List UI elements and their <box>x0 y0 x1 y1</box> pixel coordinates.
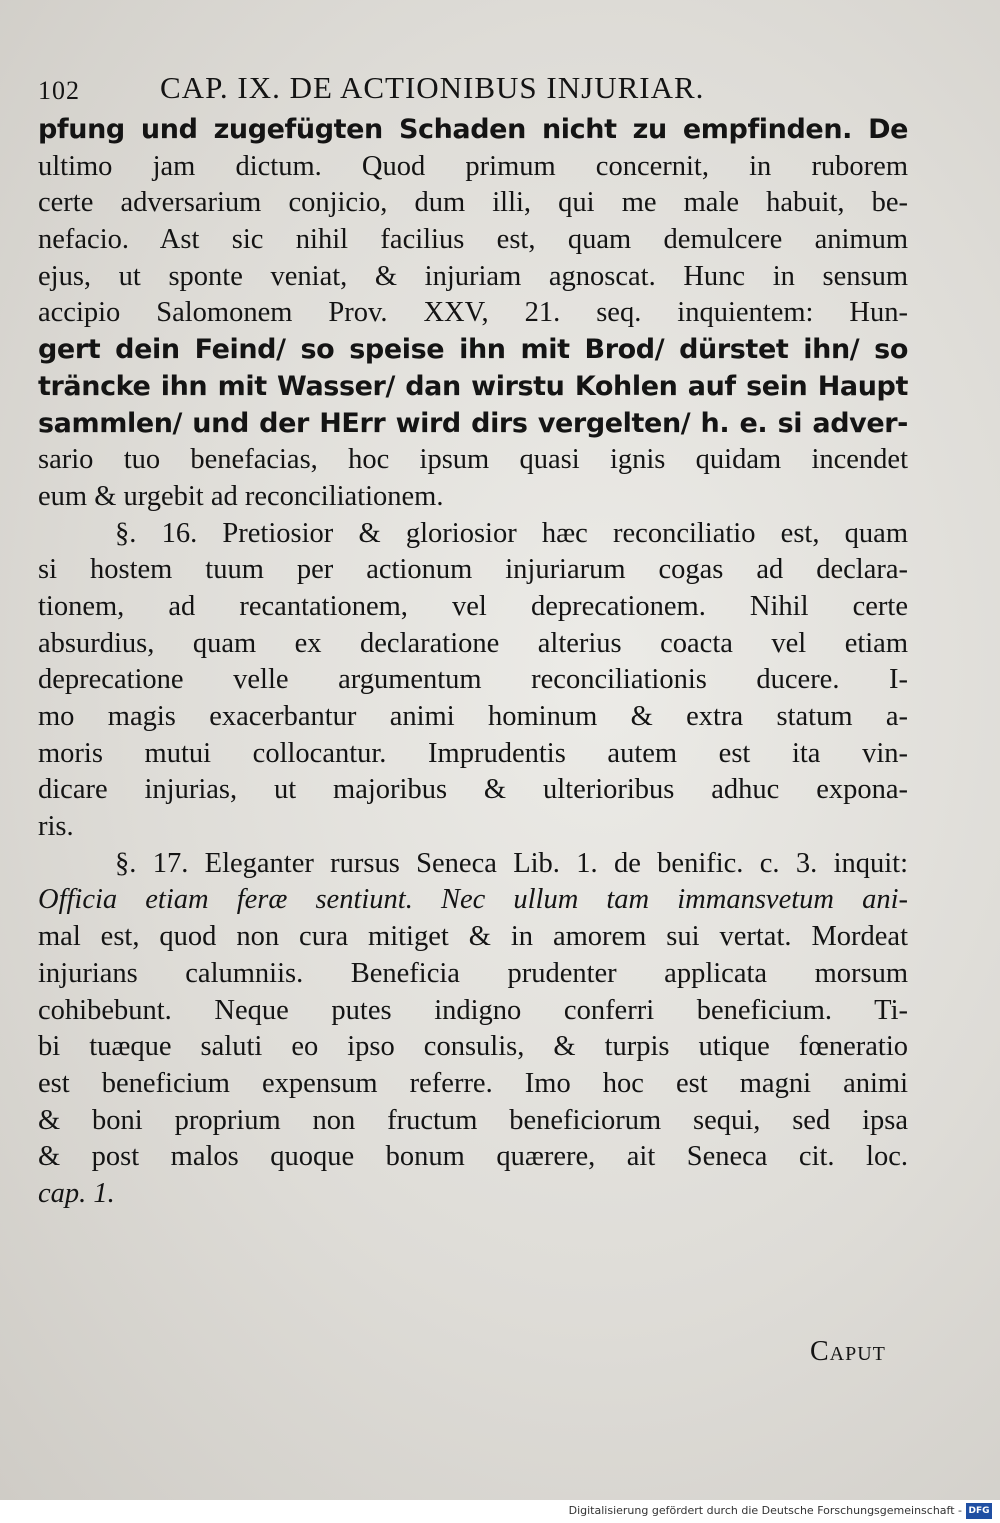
digitization-footer <box>0 1500 1000 1523</box>
text-line: ris. <box>38 811 74 843</box>
text-line: moris mutui collocantur. Imprudentis autem est ita vin- <box>38 737 908 769</box>
text-line: mal est, quod non cura mitiget & in amorem sui vertat. Mordeat <box>38 921 908 953</box>
text-line: eum & urgebit ad reconciliationem. <box>38 480 444 512</box>
text-line: sario tuo benefacias, hoc ipsum quasi ignis quidam incendet <box>38 444 908 476</box>
text-line: tionem, ad recantationem, vel deprecationem. Nihil certe <box>38 590 908 622</box>
main-text-block <box>38 112 908 1213</box>
text-line: ultimo jam dictum. Quod primum concernit, in ruborem <box>38 150 908 182</box>
running-header <box>38 70 798 110</box>
paragraph-17-start: §. 17. Eleganter rursus Seneca Lib. 1. de benific. c. 3. inquit: <box>115 847 908 879</box>
text-line: cohibebunt. Neque putes indigno conferri beneficium. Ti- <box>38 994 908 1026</box>
text-line: mo magis exacerbantur animi hominum & extra statum a- <box>38 701 908 732</box>
text-line: dicare injurias, ut majoribus & ulterioribus adhuc expona- <box>38 774 908 806</box>
text-line: deprecatione velle argumentum reconciliationis ducere. I- <box>38 664 908 696</box>
text-line: injurians calumniis. Beneficia prudenter applicata morsum <box>38 957 908 989</box>
text-line: nefacio. Ast sic nihil facilius est, quam demulcere animum <box>38 224 908 256</box>
text-line: sammlen/ und der HErr wird dirs vergelten/ h. e. si adver- <box>38 407 908 439</box>
paragraph-16-start: §. 16. Pretiosior & gloriosior hæc reconciliatio est, quam <box>115 517 908 549</box>
running-title: CAP. IX. DE ACTIONIBUS INJURIAR. <box>160 70 705 105</box>
text-line: bi tuæque saluti eo ipso consulis, & turpis utique fœneratio <box>38 1031 908 1063</box>
page-number: 102 <box>38 76 80 105</box>
funding-credit: Digitalisierung gefördert durch die Deutsche Forschungsgemeinschaft - <box>568 1504 962 1517</box>
text-line: & boni proprium non fructum beneficiorum sequi, sed ipsa <box>38 1104 908 1136</box>
text-line: accipio Salomonem Prov. XXV, 21. seq. inquientem: Hun- <box>38 297 908 329</box>
text-line: est beneficium expensum referre. Imo hoc est magni animi <box>38 1067 908 1099</box>
text-line: & post malos quoque bonum quærere, ait Seneca cit. loc. <box>38 1141 908 1173</box>
text-line: gert dein Feind/ so speise ihn mit Brod/ dürstet ihn/ so <box>38 334 908 366</box>
text-line: träncke ihn mit Wasser/ dan wirstu Kohlen auf sein Haupt <box>38 370 908 402</box>
text-line: certe adversarium conjicio, dum illi, qui me male habuit, be- <box>38 187 908 219</box>
text-line: absurdius, quam ex declaratione alterius coacta vel etiam <box>38 627 908 659</box>
dfg-logo-icon: DFG <box>966 1503 992 1519</box>
text-line: si hostem tuum per actionum injuriarum cogas ad declara- <box>38 554 908 586</box>
catchword: Caput <box>810 1336 886 1367</box>
text-line: ejus, ut sponte veniat, & injuriam agnoscat. Hunc in sensum <box>38 260 908 292</box>
text-line: pfung und zugefügten Schaden nicht zu empfinden. De <box>38 114 908 145</box>
text-line: Officia etiam feræ sentiunt. Nec ullum tam immansvetum ani- <box>38 884 908 916</box>
text-line: cap. 1. <box>38 1177 115 1209</box>
